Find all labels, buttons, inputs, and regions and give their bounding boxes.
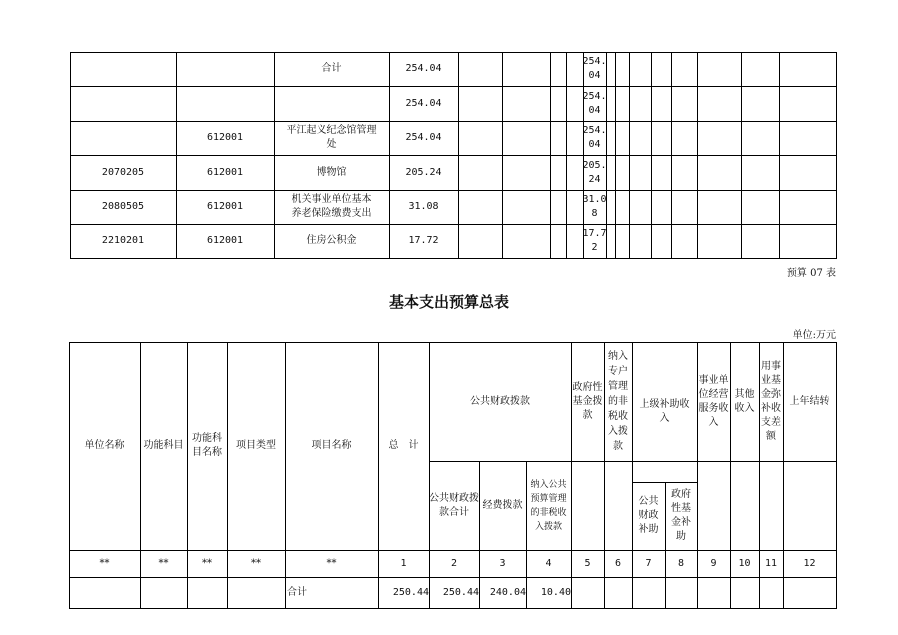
total-row-public-total: 250.44 — [442, 586, 479, 598]
header-func-subject: 功能科目 — [143, 440, 184, 451]
top-row-6-name: 住房公积金 — [306, 235, 357, 246]
header-unit-name: 单位名称 — [84, 440, 125, 451]
header-func-subject-name: 功能科 目名称 — [192, 433, 222, 458]
top-row-3-split: 254. 04 — [582, 125, 607, 150]
top-row-4-unit: 612001 — [206, 166, 244, 178]
total-row-total: 250.44 — [392, 586, 429, 598]
header-superior-subsidy: 上级补助收 入 — [639, 399, 690, 424]
top-row-4-total: 205.24 — [405, 166, 442, 178]
index-cell: ** — [326, 557, 337, 569]
header-project-name: 项目名称 — [311, 440, 352, 451]
header-project-type: 项目类型 — [236, 440, 276, 451]
top-row-6-unit: 612001 — [206, 235, 244, 246]
top-row-6-code: 2210201 — [101, 235, 145, 246]
header-gov-fund: 政府性 基金拨 款 — [572, 381, 603, 421]
page-title: 基本支出预算总表 — [388, 293, 509, 311]
top-row-4-code: 2070205 — [101, 166, 145, 178]
index-cell: 9 — [710, 557, 717, 569]
total-row-nontax: 10.40 — [540, 586, 571, 598]
index-cell: 8 — [677, 557, 685, 569]
top-row-1-split: 254. 04 — [582, 56, 607, 81]
top-row-4-name: 博物馆 — [316, 166, 347, 178]
header-total: 总 计 — [388, 440, 419, 451]
header-public-fiscal: 公共财政拨款 — [470, 395, 530, 407]
top-row-6-split: 17.7 2 — [582, 228, 607, 253]
top-row-4-split: 205. 24 — [582, 159, 607, 185]
top-row-1-name: 合计 — [321, 63, 342, 74]
header-special-nontax: 纳入 专户 管理 的非 税收 入拨 款 — [608, 351, 628, 452]
total-row-funding: 240.04 — [489, 586, 526, 598]
table-ref-label: 预算 07 表 — [786, 268, 836, 279]
header-public-fiscal-total: 公共财政拨 款合计 — [429, 492, 479, 518]
header-public-subsidy: 公共 财政 补助 — [638, 496, 659, 535]
index-cell: 5 — [584, 557, 591, 569]
header-funding: 经费拨款 — [482, 499, 523, 511]
top-row-5-split: 31.0 8 — [582, 194, 607, 219]
top-row-5-total: 31.08 — [408, 201, 439, 212]
index-cell: ** — [99, 557, 110, 569]
total-row-label: 合计 — [287, 586, 307, 598]
top-row-2-split: 254. 04 — [582, 90, 607, 116]
header-deficit: 用事 业基 金弥 补收 支差 额 — [761, 360, 781, 442]
top-row-5-unit: 612001 — [206, 201, 244, 212]
header-business-income: 事业单 位经营 服务收 入 — [698, 374, 729, 428]
index-cell: 1 — [400, 557, 407, 569]
top-row-2-total: 254.04 — [405, 97, 442, 109]
header-carryover: 上年结转 — [789, 395, 830, 407]
top-row-6-total: 17.72 — [408, 235, 439, 246]
index-cell: 7 — [645, 557, 652, 569]
top-row-3-name: 平江起义纪念馆管理 处 — [286, 125, 377, 150]
top-row-5-name: 机关事业单位基本 养老保险缴费支出 — [291, 194, 372, 219]
index-cell: 6 — [614, 557, 622, 569]
index-cell: 4 — [545, 557, 552, 569]
index-cell: 11 — [764, 557, 778, 569]
index-cell: ** — [251, 557, 261, 569]
index-cell: 12 — [803, 557, 816, 569]
index-cell: ** — [158, 557, 169, 569]
index-cell: 10 — [738, 557, 751, 569]
header-nontax: 纳入公共 预算管理 的非税收 入拨款 — [530, 479, 567, 532]
top-row-5-code: 2080505 — [101, 201, 145, 212]
header-other-income: 其他 收入 — [734, 388, 755, 414]
top-row-3-total: 254.04 — [405, 132, 442, 143]
index-cell: ** — [202, 557, 212, 569]
top-row-1-total: 254.04 — [405, 63, 442, 74]
index-cell: 2 — [450, 557, 458, 569]
unit-label: 单位:万元 — [792, 330, 836, 341]
top-row-3-unit: 612001 — [206, 132, 244, 143]
index-cell: 3 — [499, 557, 506, 569]
header-gov-fund-subsidy: 政府 性基 金补 助 — [671, 489, 691, 542]
